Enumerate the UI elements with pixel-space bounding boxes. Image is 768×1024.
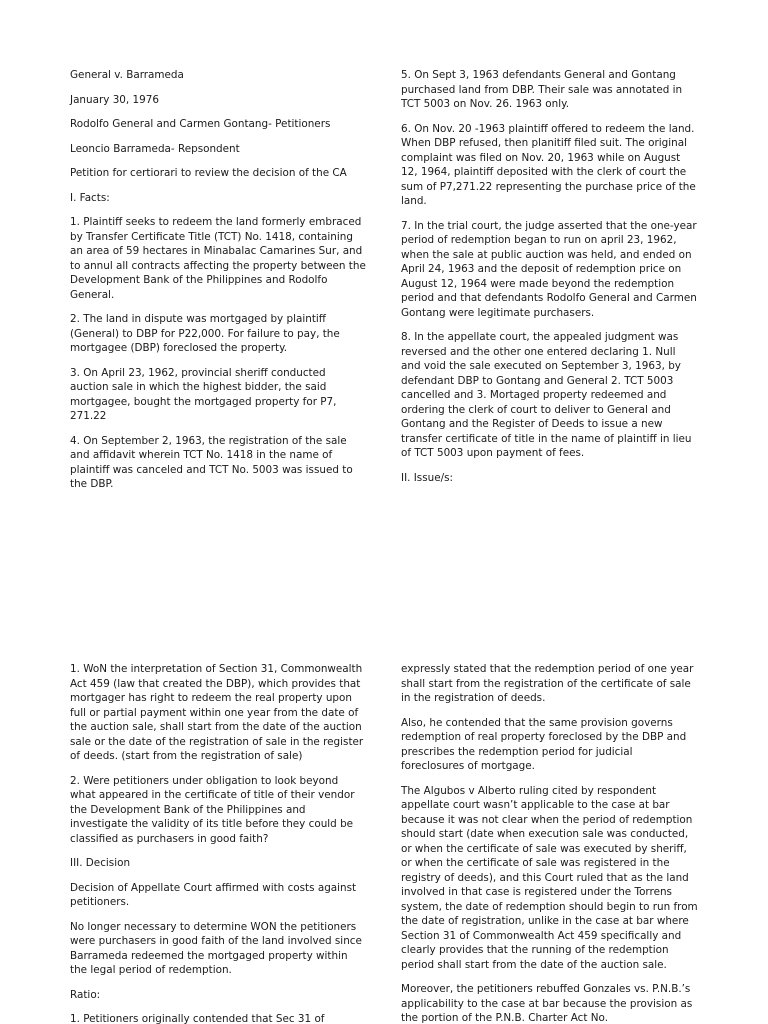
paragraph: 1. Plaintiff seeks to redeem the land formerly embraced by Transfer Certificate Title (TCT) No. 1418, containing an area of 59 hectares in Minabalac Camarines Sur, and to annul all contracts affecting the property between the Development Bank of the Philippines and Rodolfo General. <box>70 216 366 301</box>
paragraph: I. Facts: <box>70 191 110 204</box>
paragraph: Rodolfo General and Carmen Gontang- Petitioners <box>70 118 331 130</box>
paragraph: 8. In the appellate court, the appealed judgment was reversed and the other one entered declaring 1. Null and void the sale executed on September 3, 1963, by defendant DBP to Gontang and General 2. TCT 5003 cancelled and 3. Mortaged property redeemed and ordering the clerk of court to deliver to General and Gontang and the Register of Deeds to issue a new transfer certificate of title in the name of plaintiff in lieu of TCT 5003 upon payment of fees. <box>401 331 692 459</box>
paragraph: No longer necessary to determine WON the petitioners were purchasers in good faith of the land involved since Barrameda redeemed the mortgaged property within the legal period of redemption. <box>70 920 362 976</box>
paragraph: 1. WoN the interpretation of Section 31, Commonwealth Act 459 (law that created the DBP), which provides that mortgager has right to redeem the real property upon full or partial payment within one year from the date of the auction sale, shall start from the date of the auction sale or the date of the registration of sale in the register of deeds. (start from the registration of sale) <box>70 663 364 762</box>
paragraph: 7. In the trial court, the judge asserted that the one-year period of redemption began to run on april 23, 1962, when the sale at public auction was held, and ended on April 24, 1963 and the deposit of redemption price on August 12, 1964 were made beyond the redemption period and that defendants Rodolfo General and Carmen Gontang were legitimate purchasers. <box>401 219 697 319</box>
paragraph: Ratio: <box>70 988 101 1001</box>
paragraph: The Algubos v Alberto ruling cited by respondent appellate court wasn’t applicable to the case at bar because it was not clear when the period of redemption should start (date when execution sale was conducted, or when the certificate of sale was executed by sheriff, or when the certificate of sale was registered in the registry of deeds), and this Court ruled that as the land involved in that case is registered under the Torrens system, the date of redemption should begin to run from the date of registration, unlike in the case at bar where Section 31 of Commonwealth Act 459 specifically and clearly provides that the running of the redemption period shall start from the date of the auction sale. <box>401 784 698 971</box>
paragraph: 3. On April 23, 1962, provincial sheriff conducted auction sale in which the highest bidder, the said mortgagee, bought the mortgaged property for P7, 271.22 <box>70 366 337 422</box>
paragraph: 2. The land in dispute was mortgaged by plaintiff (General) to DBP for P22,000. For failure to pay, the mortgagee (DBP) foreclosed the property. <box>70 313 340 354</box>
paragraph: 1. Petitioners originally contended that Sec 31 of <box>70 1013 325 1024</box>
paragraph: Decision of Appellate Court affirmed with costs against petitioners. <box>70 881 357 908</box>
paragraph: 6. On Nov. 20 -1963 plaintiff offered to redeem the land. When DBP refused, then planitiff filed suit. The original complaint was filed on Nov. 20, 1963 while on August 12, 1964, plaintiff deposited with the clerk of court the sum of P7,271.22 representing the purchase price of the land. <box>401 122 696 207</box>
paragraph: 4. On September 2, 1963, the registration of the sale and affidavit wherein TCT No. 1418 in the name of plaintiff was canceled and TCT No. 5003 was issued to the DBP. <box>70 434 353 490</box>
page1-left-column <box>70 68 366 502</box>
page2-right-column <box>401 662 699 1024</box>
page1-right-column <box>401 68 697 495</box>
page2-left-column <box>70 662 366 1024</box>
paragraph: expressly stated that the redemption period of one year shall start from the registration of the certificate of sale in the registration of deeds. <box>401 663 694 704</box>
paragraph: General v. Barrameda <box>70 69 184 81</box>
paragraph: III. Decision <box>70 857 131 869</box>
paragraph: 2. Were petitioners under obligation to look beyond what appeared in the certificate of title of their vendor the Development Bank of the Philippines and investigate the validity of its title before they could be classified as purchasers in good faith? <box>70 774 355 845</box>
paragraph: Moreover, the petitioners rebuffed Gonzales vs. P.N.B.’s applicability to the case at bar because the provision as the portion of the P.N.B. Charter Act No. <box>401 983 693 1024</box>
paragraph: Petition for certiorari to review the decision of the CA <box>70 167 347 179</box>
paragraph: II. Issue/s: <box>401 471 454 484</box>
paragraph: January 30, 1976 <box>70 93 159 106</box>
paragraph: Also, he contended that the same provision governs redemption of real property foreclosed by the DBP and prescribes the redemption period for judicial foreclosures of mortgage. <box>401 716 687 772</box>
paragraph: Leoncio Barrameda- Repsondent <box>70 142 240 155</box>
document-page-2 <box>0 652 768 1024</box>
paragraph: 5. On Sept 3, 1963 defendants General and Gontang purchased land from DBP. Their sale was annotated in TCT 5003 on Nov. 26. 1963 only. <box>401 69 683 110</box>
